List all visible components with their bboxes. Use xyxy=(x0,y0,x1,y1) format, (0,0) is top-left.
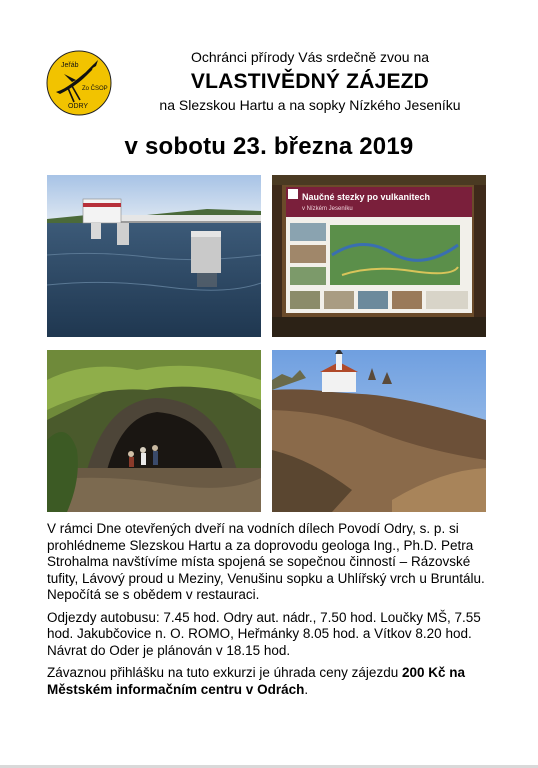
board-subtitle: v Nízkém Jeseníku xyxy=(302,206,353,212)
crane-bird-icon xyxy=(46,50,112,116)
odry-csop-logo xyxy=(46,50,112,116)
logo-right-text: Zo ČSOP xyxy=(82,86,108,92)
dam-icon xyxy=(47,175,261,337)
event-subtitle: na Slezskou Hartu a na sopky Nízkého Jeseníku xyxy=(159,97,461,113)
logo-top-text: Jeřáb xyxy=(61,62,79,69)
header-intro: Ochránci přírody Vás srdečně zvou na xyxy=(190,49,430,65)
dam-tower-photo xyxy=(47,175,261,337)
board-title: Naučné stezky po vulkanitech xyxy=(302,192,431,202)
event-description xyxy=(47,521,493,704)
bus-departures-paragraph: Odjezdy autobusu: 7.45 hod. Odry aut. nádr., 7.50 hod. Loučky MŠ, 7.55 hod. Jakubčovice n. O. ROMO, Heřmánky 8.05 hod. a Vítkov 8.20 hod. Návrat do Oder je plánován v 18.15 hod. xyxy=(47,609,481,658)
hill-chapel-photo xyxy=(272,350,486,512)
price: 200 Kč xyxy=(401,665,446,680)
cave-lava-flow-photo xyxy=(47,350,261,512)
event-date: v sobotu 23. března 2019 xyxy=(124,133,414,160)
cave-icon xyxy=(47,350,261,512)
info-board-icon xyxy=(272,175,486,337)
chapel-icon xyxy=(272,350,486,512)
header xyxy=(120,48,500,114)
description-paragraph: V rámci Dne otevřených dveří na vodních dílech Povodí Odry, s. p. si prohlédneme Slezskou Hartu a za doprovodu geologa Ing., Ph.D. Petra Strohalma navštívíme místa spojená se sopečnou činností – Rázovské tufity, Lávový proud u Meziny, Venušinu sopku a Uhlířský vrch u Bruntálu. Nepočítá se s obědem v restauraci. xyxy=(47,521,485,602)
event-title: VLASTIVĚDNÝ ZÁJEZD xyxy=(190,70,430,93)
registration-text: Závaznou přihlášku na tuto exkurzi je úhrada ceny zájezdu xyxy=(47,665,402,680)
registration-end: . xyxy=(304,681,309,697)
logo-bottom-text: ODRY xyxy=(68,103,89,110)
volcano-trail-board-photo xyxy=(272,175,486,337)
registration-paragraph xyxy=(47,665,493,698)
registration-place: na Městském informačním centru v Odrách xyxy=(47,665,466,697)
